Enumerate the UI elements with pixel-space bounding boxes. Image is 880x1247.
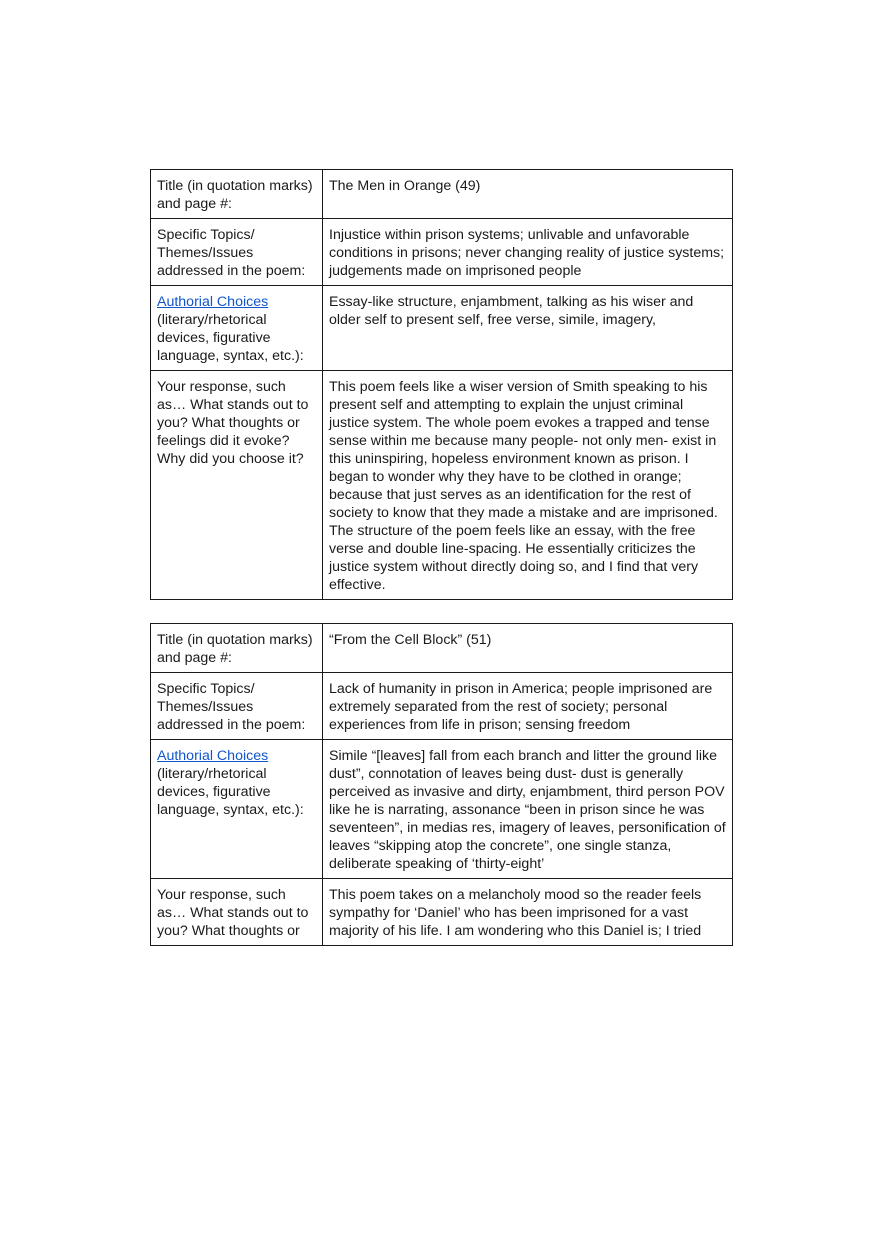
row-value: Injustice within prison systems; unlivable and unfavorable conditions in prisons; never changing reality of justice systems; judgements made on imprisoned people (323, 219, 733, 286)
table-row (151, 371, 733, 600)
row-label-cell (151, 740, 323, 879)
row-value: Essay-like structure, enjambment, talking as his wiser and older self to present self, free verse, simile, imagery, (323, 286, 733, 371)
row-label: (literary/rhetorical devices, figurative language, syntax, etc.): (157, 766, 304, 818)
authorial-choices-link[interactable]: Authorial Choices (157, 294, 269, 310)
row-label: Your response, such as… What stands out to you? What thoughts or feelings did it evoke? Why did you choose it? (151, 371, 323, 600)
table-row (151, 170, 733, 219)
row-value: “From the Cell Block” (51) (323, 624, 733, 673)
poem-table-2 (150, 623, 733, 946)
row-label: Your response, such as… What stands out to you? What thoughts or (151, 879, 323, 946)
row-value: Simile “[leaves] fall from each branch and litter the ground like dust”, connotation of leaves being dust- dust is generally perceived as invasive and dirty, enjambment, third person POV like he is narrating, assonance “been in prison since he was seventeen”, in medias res, imagery of leaves, personification of leaves “skipping atop the concrete”, one single stanza, deliberate speaking of ‘thirty-eight’ (323, 740, 733, 879)
table-row (151, 286, 733, 371)
row-label: Specific Topics/ Themes/Issues addressed in the poem: (151, 219, 323, 286)
row-value: This poem feels like a wiser version of Smith speaking to his present self and attempting to explain the unjust criminal justice system. The whole poem evokes a trapped and tense sense within me because many people- not only men- exist in this uninspiring, hopeless environment known as prison. I began to wonder why they have to be clothed in orange; because that just serves as an identification for the rest of society to know that they made a mistake and are imprisoned. The structure of the poem feels like an essay, with the free verse and double line-spacing. He essentially criticizes the justice system without directly doing so, and I find that very effective. (323, 371, 733, 600)
row-label: Title (in quotation marks) and page #: (151, 170, 323, 219)
row-value: This poem takes on a melancholy mood so the reader feels sympathy for ‘Daniel’ who has been imprisoned for a vast majority of his life. I am wondering who this Daniel is; I tried (323, 879, 733, 946)
row-label: (literary/rhetorical devices, figurative language, syntax, etc.): (157, 312, 304, 364)
row-label-cell (151, 286, 323, 371)
table-row (151, 673, 733, 740)
table-row (151, 624, 733, 673)
row-label: Title (in quotation marks) and page #: (151, 624, 323, 673)
row-value: Lack of humanity in prison in America; people imprisoned are extremely separated from the rest of society; personal experiences from life in prison; sensing freedom (323, 673, 733, 740)
authorial-choices-link[interactable]: Authorial Choices (157, 748, 269, 764)
table-row (151, 879, 733, 946)
table-row (151, 219, 733, 286)
table-row (151, 740, 733, 879)
row-value: The Men in Orange (49) (323, 170, 733, 219)
poem-table-1 (150, 169, 733, 600)
row-label: Specific Topics/ Themes/Issues addressed in the poem: (151, 673, 323, 740)
